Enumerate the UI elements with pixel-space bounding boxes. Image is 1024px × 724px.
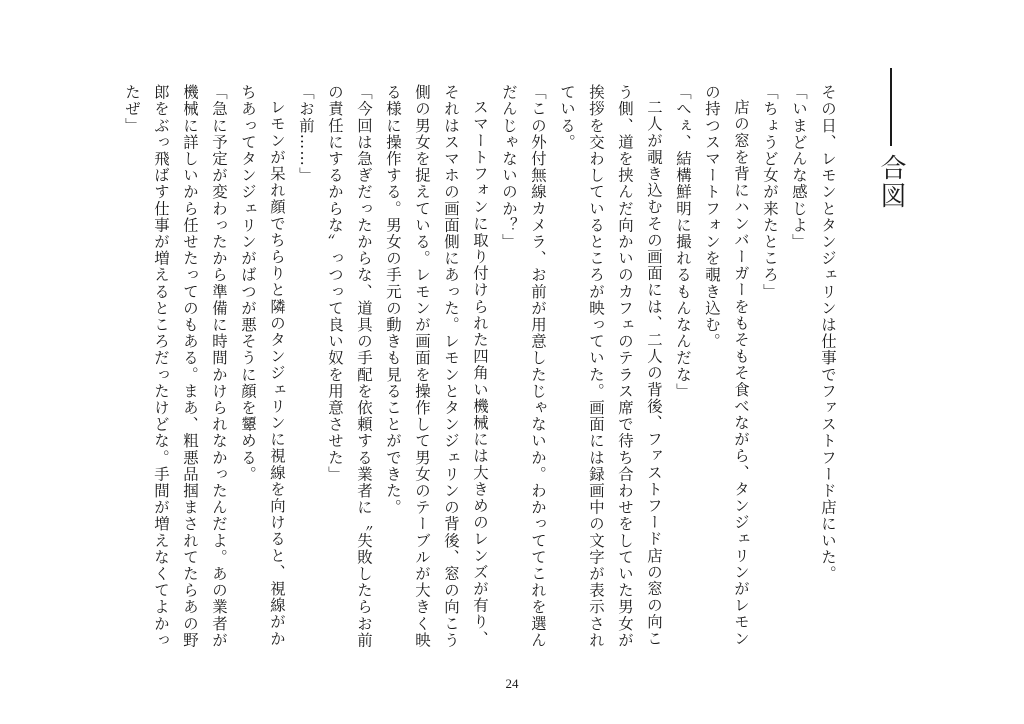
paragraph: 「急に予定が変わったから準備に時間かけられなかったんだよ。あの業者が機械に詳しいから任せたってのもある。まあ、粗悪品掴まされてたらあの野郎をぶっ飛ばす仕事が増えるところだったけどな。手間が増えなくてよかったぜ」 bbox=[123, 84, 228, 649]
chapter-heading bbox=[874, 66, 908, 216]
paragraph: 「へぇ、結構鮮明に撮れるもんなんだな」 bbox=[674, 84, 692, 400]
paragraph: 「お前……」 bbox=[297, 84, 315, 184]
paragraph: 「今回は急ぎだったからな、道具の手配を依頼する業者に〝失敗したらお前の責任にするからな〟っつって良い奴を用意させた」 bbox=[326, 84, 373, 649]
paragraph: 「ちょうど女が来たところ」 bbox=[761, 84, 779, 300]
paragraph: スマートフォンに取り付けられた四角い機械には大きめのレンズが有り、それはスマホの画面側にあった。レモンとタンジェリンの背後、窓の向こう側の男女を捉えている。レモンが画面を操作して男女のテーブルが大きく映る様に操作する。男女の手元の動きも見ることができた。 bbox=[384, 84, 489, 649]
paragraph: 店の窓を背にハンバーガーをもそもそ食べながら、タンジェリンがレモンの持つスマートフォンを覗き込む。 bbox=[703, 84, 750, 648]
paragraph: 「この外付無線カメラ、お前が用意したじゃないか。わかっててこれを選んだんじゃないのか？」 bbox=[500, 84, 547, 649]
paragraph: その日、レモンとタンジェリンは仕事でファストフード店にいた。 bbox=[819, 84, 837, 582]
body-text bbox=[118, 84, 842, 656]
page-number: 24 bbox=[505, 676, 519, 691]
paragraph: 「いまどんな感じよ」 bbox=[790, 84, 808, 250]
chapter-rule bbox=[890, 68, 892, 146]
chapter-title: 合図 bbox=[876, 154, 906, 210]
paragraph: レモンが呆れ顔でちらりと隣のタンジェリンに視線を向けると、視線がかちあってタンジェリンがばつが悪そうに顔を顰める。 bbox=[239, 84, 286, 648]
paragraph: 二人が覗き込むその画面には、二人の背後、ファストフード店の窓の向こう側、道を挟んだ向かいのカフェのテラス席で待ち合わせをしていた男女が挨拶を交わしているところが映っていた。画面には録画中の文字が表示されている。 bbox=[558, 84, 663, 649]
